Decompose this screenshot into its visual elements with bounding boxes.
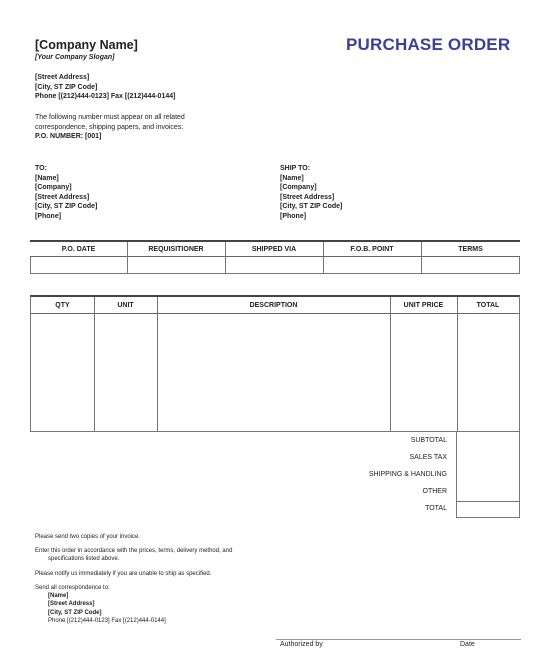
footer-note-accordance-line-1: Enter this order in accordance with the prices, terms, delivery method, and bbox=[35, 548, 233, 554]
header-total: TOTAL bbox=[476, 302, 500, 309]
correspondence-label: Send all correspondence to: bbox=[35, 585, 110, 591]
column-divider bbox=[390, 297, 391, 432]
column-divider bbox=[225, 242, 226, 274]
header-unit: UNIT bbox=[117, 302, 134, 309]
other-label: OTHER bbox=[422, 488, 447, 495]
sales-tax-label: SALES TAX bbox=[409, 454, 447, 461]
date-label: Date bbox=[460, 641, 475, 648]
total-label: TOTAL bbox=[425, 505, 447, 512]
to-company: [Company] bbox=[35, 184, 72, 192]
header-divider bbox=[31, 313, 519, 314]
po-number: P.O. NUMBER: [001] bbox=[35, 133, 102, 141]
header-description: DESCRIPTION bbox=[249, 302, 298, 309]
correspondence-city: [City, ST ZIP Code] bbox=[48, 609, 102, 616]
order-info-header-row bbox=[30, 240, 520, 257]
header-qty: QTY bbox=[55, 302, 70, 309]
seller-city: [City, ST ZIP Code] bbox=[35, 83, 98, 91]
column-divider bbox=[323, 242, 324, 274]
ship-to-street: [Street Address] bbox=[280, 193, 335, 201]
header-po-date: P.O. DATE bbox=[61, 246, 96, 253]
company-name: [Company Name] bbox=[35, 38, 138, 52]
signature-line[interactable] bbox=[276, 639, 521, 640]
seller-phone-fax: Phone [(212)444-0123] Fax [(212)444-0144] bbox=[35, 93, 176, 101]
document-title: PURCHASE ORDER bbox=[346, 35, 511, 54]
column-divider bbox=[94, 297, 95, 432]
header-unit-price: UNIT PRICE bbox=[403, 302, 444, 309]
seller-address bbox=[35, 73, 175, 102]
to-address bbox=[35, 164, 97, 222]
correspondence-block bbox=[35, 584, 166, 625]
ship-to-name: [Name] bbox=[280, 174, 304, 182]
footer-note-accordance-line-2: specifications listed above. bbox=[48, 556, 120, 563]
order-info-table bbox=[30, 240, 520, 274]
correspondence-street: [Street Address] bbox=[48, 601, 95, 608]
footer-note-invoice: Please send two copies of your invoice. bbox=[35, 534, 141, 540]
authorized-by-label: Authorized by bbox=[280, 641, 323, 648]
footer-note-notify: Please notify us immediately if you are unable to ship as specified. bbox=[35, 571, 212, 577]
notice-line-2: correspondence, shipping papers, and invoices: bbox=[35, 123, 184, 131]
notice-line-1: The following number must appear on all related bbox=[35, 114, 185, 121]
to-city: [City, ST ZIP Code] bbox=[35, 203, 98, 211]
column-divider bbox=[421, 242, 422, 274]
header-shipped-via: SHIPPED VIA bbox=[251, 246, 297, 253]
ship-to-label: SHIP TO: bbox=[280, 165, 311, 172]
footer-note-accordance bbox=[35, 547, 232, 563]
column-divider bbox=[157, 297, 158, 432]
header-terms: TERMS bbox=[458, 246, 483, 253]
to-street: [Street Address] bbox=[35, 193, 90, 201]
column-divider bbox=[127, 242, 128, 274]
header-fob-point: F.O.B. POINT bbox=[350, 246, 394, 253]
correspondence-phone-fax: Phone [(212)444-0123] Fax [(212)444-0144] bbox=[48, 617, 166, 624]
header-requisitioner: REQUISITIONER bbox=[148, 246, 204, 253]
seller-street: [Street Address] bbox=[35, 74, 90, 81]
correspondence-name: [Name] bbox=[48, 593, 69, 600]
column-divider bbox=[457, 297, 458, 432]
company-slogan: [Your Company Slogan] bbox=[35, 54, 115, 61]
subtotal-label: SUBTOTAL bbox=[410, 437, 447, 444]
ship-to-company: [Company] bbox=[280, 184, 317, 192]
grand-total-cell[interactable] bbox=[456, 501, 520, 518]
po-notice bbox=[35, 113, 185, 142]
ship-to-phone: [Phone] bbox=[280, 212, 307, 220]
to-label: TO: bbox=[35, 165, 47, 172]
line-items-table[interactable] bbox=[30, 295, 520, 432]
order-info-input-row[interactable] bbox=[30, 257, 520, 274]
shipping-handling-label: SHIPPING & HANDLING bbox=[368, 471, 447, 478]
ship-to-address bbox=[280, 164, 342, 222]
ship-to-city: [City, ST ZIP Code] bbox=[280, 203, 343, 211]
to-phone: [Phone] bbox=[35, 212, 62, 220]
to-name: [Name] bbox=[35, 174, 59, 182]
